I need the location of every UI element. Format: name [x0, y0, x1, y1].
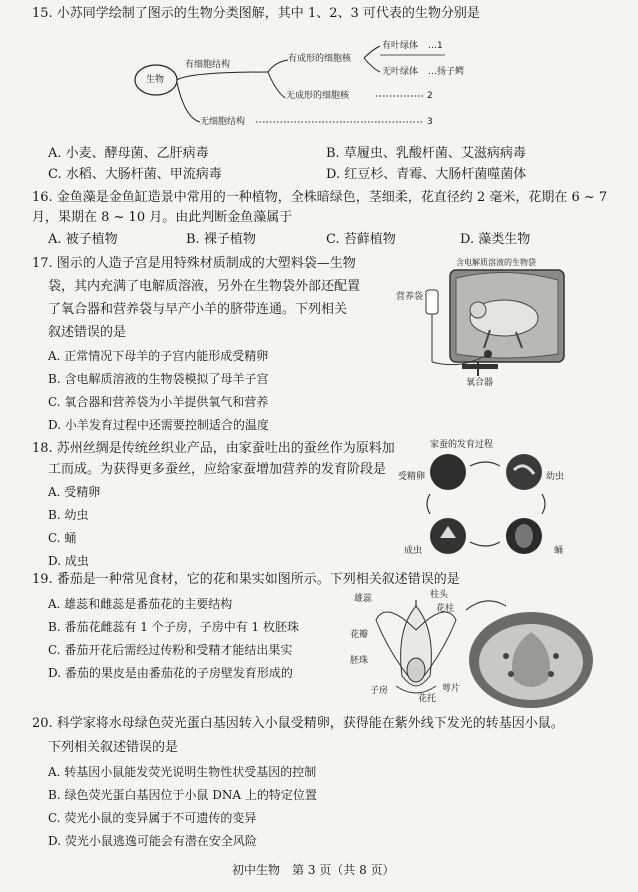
q17-line2: 袋，其内充满了电解质溶液，另外在生物袋外部还配置 [48, 279, 361, 294]
diagram-nogreen: 无叶绿体 [382, 67, 419, 77]
diagram-green-num: …1 [428, 41, 443, 51]
ovule-label: 胚珠 [350, 656, 369, 666]
diagram-cellular: 有细胞结构 [185, 60, 231, 70]
larva-label: 幼虫 [546, 472, 565, 482]
q15-option-b: B. 草履虫、乳酸杆菌、艾滋病病毒 [326, 146, 526, 161]
womb-drawing [392, 254, 570, 394]
adult-label: 成虫 [404, 546, 423, 556]
q17-line1: 17. 图示的人造子宫是用特殊材质制成的大塑料袋—生物 [32, 256, 356, 271]
q17-line3: 了氧合器和营养袋与早产小羊的脐带连通。下列相关 [48, 302, 348, 317]
diagram-lines [0, 0, 638, 140]
diagram-noncellular: 无细胞结构 [200, 117, 246, 127]
receptacle-label: 花托 [418, 694, 437, 704]
diagram-nogreen-tail: …扬子鳄 [428, 67, 465, 77]
q15-option-a: A. 小麦、酵母菌、乙肝病毒 [48, 146, 209, 161]
egg-label: 受精卵 [398, 472, 426, 482]
stigma-label: 柱头 [430, 590, 449, 600]
silkworm-title: 家蚕的发育过程 [430, 440, 494, 450]
oxygenator-label: 氧合器 [466, 378, 494, 388]
q18-line1: 18. 苏州丝绸是传统丝织业产品，由家蚕吐出的蚕丝作为原料加 [32, 441, 395, 456]
stamen-label: 雄蕊 [354, 594, 373, 604]
q20-option-c: C. 荧光小鼠的变异属于不可遗传的变异 [48, 811, 257, 825]
q18-line2: 工而成。为获得更多蚕丝，应给家蚕增加营养的发育阶段是 [48, 462, 387, 477]
q20-line1: 20. 科学家将水母绿色荧光蛋白基因转入小鼠受精卵，获得能在紫外线下发光的转基因小鼠。 [32, 716, 564, 731]
diagram-noncellular-num: 3 [427, 117, 433, 127]
q15-option-d: D. 红豆杉、青霉、大肠杆菌噬菌体 [326, 167, 527, 182]
tomato-figure [346, 590, 606, 712]
diagram-root: 生物 [146, 75, 165, 85]
q20-option-d: D. 荧光小鼠逃逸可能会有潜在安全风险 [48, 834, 257, 848]
q19-option-c: C. 番茄开花后需经过传粉和受精才能结出果实 [48, 643, 293, 657]
diagram-nonucleus: 无成形的细胞核 [286, 91, 350, 101]
q19-option-b: B. 番茄花雌蕊有 1 个子房，子房中有 1 枚胚珠 [48, 620, 299, 634]
sepal-label: 萼片 [442, 684, 461, 694]
q16-option-a: A. 被子植物 [48, 232, 118, 247]
q16-line1: 16. 金鱼藻是金鱼缸造景中常用的一种植物，全株暗绿色，茎细柔，花直径约 2 毫米，花期在 6 ~ 7 [32, 190, 608, 205]
q15-stem: 15. 小苏同学绘制了图示的生物分类图解，其中 1、2、3 可代表的生物分别是 [32, 6, 480, 21]
q20-option-b: B. 绿色荧光蛋白基因位于小鼠 DNA 上的特定位置 [48, 788, 317, 802]
q15-option-c: C. 水稻、大肠杆菌、甲流病毒 [48, 167, 222, 182]
classification-diagram [0, 0, 638, 140]
q17-line4: 叙述错误的是 [48, 325, 127, 340]
q18-option-a: A. 受精卵 [48, 485, 101, 499]
q17-option-d: D. 小羊发育过程中还需要控制适合的温度 [48, 418, 269, 432]
q20-option-a: A. 转基因小鼠能发荧光说明生物性状受基因的控制 [48, 765, 317, 779]
silkworm-cycle-figure [396, 438, 576, 558]
q19-stem: 19. 番茄是一种常见食材，它的花和果实如图所示。下列相关叙述错误的是 [32, 572, 460, 587]
page-footer: 初中生物 第 3 页（共 8 页） [232, 863, 395, 877]
q16-line2: 月，果期在 8 ~ 10 月。由此判断金鱼藻属于 [32, 210, 293, 225]
q18-option-c: C. 蛹 [48, 531, 77, 545]
q17-option-c: C. 氧合器和营养袋为小羊提供氧气和营养 [48, 395, 269, 409]
q19-option-d: D. 番茄的果皮是由番茄花的子房壁发育形成的 [48, 666, 293, 680]
diagram-green: 有叶绿体 [382, 41, 419, 51]
ovary-label: 子房 [370, 686, 389, 696]
silkworm-drawing [396, 438, 576, 558]
diagram-nucleus: 有成形的细胞核 [288, 54, 352, 64]
q18-option-d: D. 成虫 [48, 554, 89, 568]
q20-line2: 下列相关叙述错误的是 [48, 740, 179, 755]
artificial-womb-figure [392, 254, 570, 394]
q16-option-d: D. 藻类生物 [460, 232, 531, 247]
petal-label: 花瓣 [350, 630, 369, 640]
nutrient-bag-label: 营养袋 [396, 292, 424, 302]
pupa-label: 蛹 [554, 546, 564, 556]
q17-option-b: B. 含电解质溶液的生物袋模拟了母羊子宫 [48, 372, 269, 386]
q16-option-b: B. 裸子植物 [186, 232, 256, 247]
womb-bag-label: 含电解质溶液的生物袋 [456, 258, 536, 267]
q17-option-a: A. 正常情况下母羊的子宫内能形成受精卵 [48, 349, 269, 363]
q18-option-b: B. 幼虫 [48, 508, 89, 522]
diagram-nonucleus-num: 2 [427, 91, 433, 101]
q16-option-c: C. 苔藓植物 [326, 232, 396, 247]
q19-option-a: A. 雄蕊和雌蕊是番茄花的主要结构 [48, 597, 233, 611]
style-label: 花柱 [436, 604, 455, 614]
